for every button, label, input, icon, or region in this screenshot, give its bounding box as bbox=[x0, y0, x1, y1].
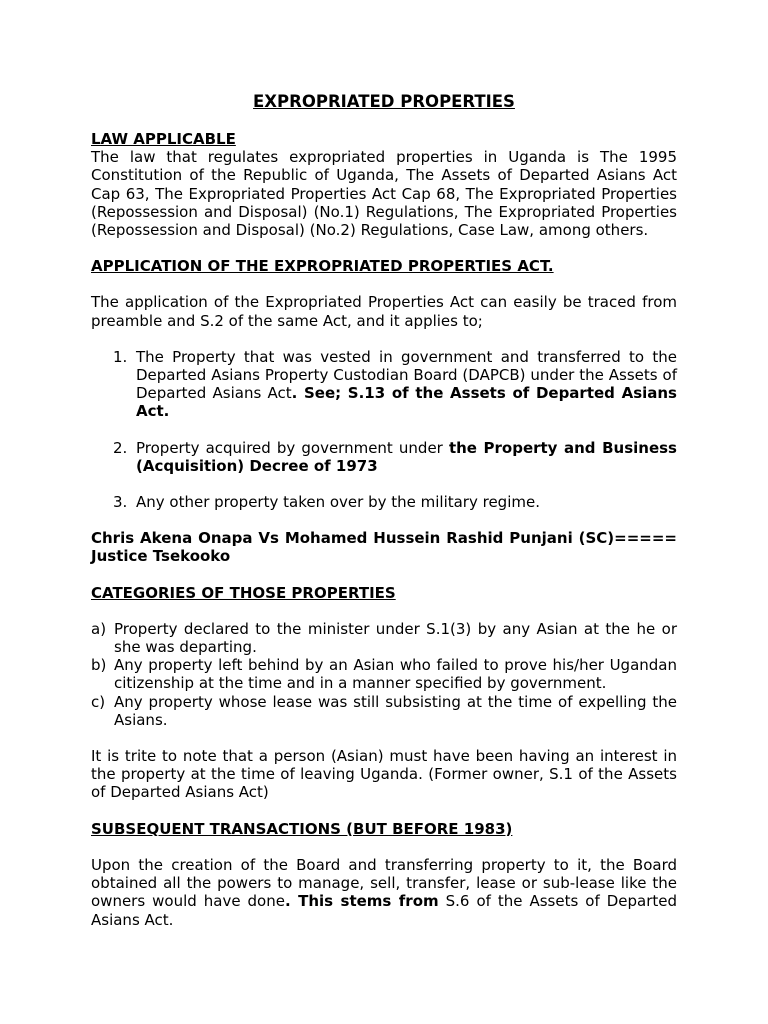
case-citation: Chris Akena Onapa Vs Mohamed Hussein Rashid Punjani (SC)===== Justice Tsekooko bbox=[91, 529, 677, 566]
document-title: EXPROPRIATED PROPERTIES bbox=[253, 92, 515, 111]
list-item-text: Any other property taken over by the military regime. bbox=[136, 493, 540, 512]
spacer bbox=[91, 838, 677, 856]
list-item-text: Any property whose lease was still subsisting at the time of expelling the Asians. bbox=[114, 692, 677, 729]
list-marker: 3. bbox=[113, 493, 128, 512]
law-applicable-text: The law that regulates expropriated properties in Uganda is The 1995 Constitution of the Republic of Uganda, The Assets of Departed Asians Act Cap 63, The Expropriated Properties Act Cap 68, The Expropriated Properties (Repossession and Disposal) (No.1) Regulations, The Expropriated Properties (Repossession and Disposal) (No.2) Regulations, Case Law, among others. bbox=[91, 148, 677, 240]
law-applicable-heading: LAW APPLICABLE bbox=[91, 130, 236, 148]
list-item bbox=[91, 656, 677, 692]
categories-note: It is trite to note that a person (Asian) must have been having an interest in the property at the time of leaving Uganda. (Former owner, S.1 of the Assets of Departed Asians Act) bbox=[91, 747, 677, 802]
spacer bbox=[91, 239, 677, 257]
list-item bbox=[91, 693, 677, 729]
spacer bbox=[91, 330, 677, 348]
spacer bbox=[91, 566, 677, 584]
spacer bbox=[91, 511, 677, 529]
list-item-text: Property declared to the minister under S.1(3) by any Asian at the he or she was departing. bbox=[114, 619, 677, 657]
list-item bbox=[91, 620, 677, 656]
list-item-bold-text: the Property and Business (Acquisition) Decree of 1973 bbox=[136, 438, 677, 475]
spacer bbox=[91, 275, 677, 293]
subsequent-text bbox=[91, 856, 677, 929]
subsequent-text-start: Upon the creation of the Board and transferring property to it, the Board obtained all the powers to manage, sell, transfer, lease or sub-lease like the owners would have done bbox=[91, 855, 677, 911]
list-marker: 2. bbox=[113, 438, 128, 457]
list-item bbox=[91, 439, 677, 475]
spacer bbox=[91, 602, 677, 620]
list-item-bold-text: . See; S.13 of the Assets of Departed Asians Act. bbox=[136, 384, 677, 421]
list-marker: b) bbox=[91, 656, 107, 675]
categories-heading: CATEGORIES OF THOSE PROPERTIES bbox=[91, 583, 396, 602]
subsequent-text-end: S.6 of the Assets of Departed Asians Act. bbox=[91, 892, 677, 929]
application-list bbox=[91, 348, 677, 511]
application-heading: APPLICATION OF THE EXPROPRIATED PROPERTIES ACT. bbox=[91, 257, 554, 276]
spacer bbox=[91, 729, 677, 747]
application-intro: The application of the Expropriated Properties Act can easily be traced from preamble and S.2 of the same Act, and it applies to; bbox=[91, 293, 677, 330]
subsequent-bold-text: . This stems from bbox=[284, 892, 439, 911]
list-item bbox=[91, 493, 677, 511]
list-item-text: The Property that was vested in government and transferred to the Departed Asians Property Custodian Board (DAPCB) under the Assets of Departed Asians Act bbox=[136, 347, 677, 403]
list-marker: c) bbox=[91, 692, 106, 711]
list-item-text: Any property left behind by an Asian who failed to prove his/her Ugandan citizenship at the time and in a manner specified by government. bbox=[114, 656, 677, 693]
spacer bbox=[91, 802, 677, 820]
list-marker: a) bbox=[91, 619, 107, 638]
list-item-text: Property acquired by government under bbox=[136, 438, 449, 457]
categories-list bbox=[91, 620, 677, 729]
list-item bbox=[91, 348, 677, 421]
list-marker: 1. bbox=[113, 347, 128, 366]
subsequent-heading: SUBSEQUENT TRANSACTIONS (BUT BEFORE 1983) bbox=[91, 819, 513, 838]
